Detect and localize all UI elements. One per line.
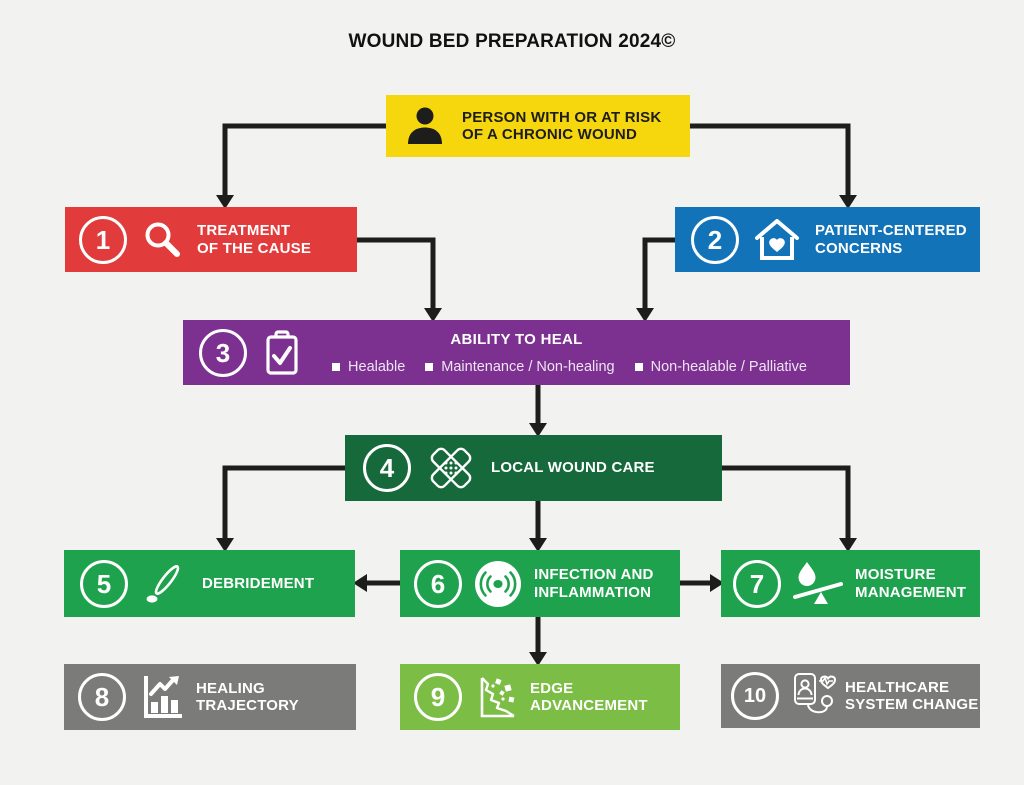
step-4-local-wound-care-box [345, 435, 722, 501]
bullet-square-icon [635, 363, 643, 371]
person-icon [402, 103, 448, 149]
step-10-label: HEALTHCARE SYSTEM CHANGE [845, 678, 979, 713]
bullet-square-icon [425, 363, 433, 371]
step-7-number: 7 [733, 560, 781, 608]
moisture-balance-icon [790, 559, 846, 609]
magnifier-icon [140, 218, 184, 262]
step-8-number: 8 [78, 673, 126, 721]
step-4-number: 4 [363, 444, 411, 492]
step-3-bullets [301, 359, 838, 375]
infection-signal-icon [473, 559, 523, 609]
bullet-maintenance-non-healing: Maintenance / Non-healing [425, 359, 614, 375]
house-heart-icon [752, 216, 802, 264]
step-1-treatment-of-cause-box [65, 207, 357, 272]
step-8-healing-trajectory-box [64, 664, 356, 730]
chart-trajectory-icon [136, 672, 186, 722]
person-box-label: PERSON WITH OR AT RISK OF A CHRONIC WOUND [462, 108, 662, 143]
step-5-number: 5 [80, 560, 128, 608]
step-3-ability-to-heal-box [183, 320, 850, 385]
step-4-label: LOCAL WOUND CARE [491, 459, 655, 477]
step-6-label: INFECTION AND INFLAMMATION [534, 566, 654, 601]
step-5-debridement-box [64, 550, 355, 617]
page-title: WOUND BED PREPARATION 2024© [348, 31, 676, 52]
edge-cliff-icon [472, 673, 520, 721]
step-9-edge-advancement-box [400, 664, 680, 730]
step-1-label: TREATMENT OF THE CAUSE [197, 222, 312, 257]
bullet-non-healable-palliative: Non-healable / Palliative [635, 359, 807, 375]
healthcare-system-icon [786, 670, 838, 722]
step-2-label: PATIENT-CENTERED CONCERNS [815, 222, 967, 257]
bandage-cross-icon [426, 443, 476, 493]
step-7-moisture-management-box [721, 550, 980, 617]
step-9-label: EDGE ADVANCEMENT [530, 679, 648, 714]
scalpel-icon [140, 560, 190, 608]
bullet-healable: Healable [332, 359, 405, 375]
step-1-number: 1 [79, 216, 127, 264]
step-10-number: 10 [731, 672, 779, 720]
step-10-healthcare-system-change-box [721, 664, 980, 728]
step-2-number: 2 [691, 216, 739, 264]
step-9-number: 9 [414, 673, 462, 721]
step-8-label: HEALING TRAJECTORY [196, 679, 299, 714]
step-6-infection-inflammation-box [400, 550, 680, 617]
step-6-number: 6 [414, 560, 462, 608]
step-3-title: ABILITY TO HEAL [450, 331, 583, 348]
step-7-label: MOISTURE MANAGEMENT [855, 566, 967, 601]
step-3-number: 3 [199, 329, 247, 377]
bullet-square-icon [332, 363, 340, 371]
step-5-label: DEBRIDEMENT [202, 574, 315, 592]
step-2-patient-centered-concerns-box [675, 207, 980, 272]
person-chronic-wound-box [386, 95, 690, 157]
